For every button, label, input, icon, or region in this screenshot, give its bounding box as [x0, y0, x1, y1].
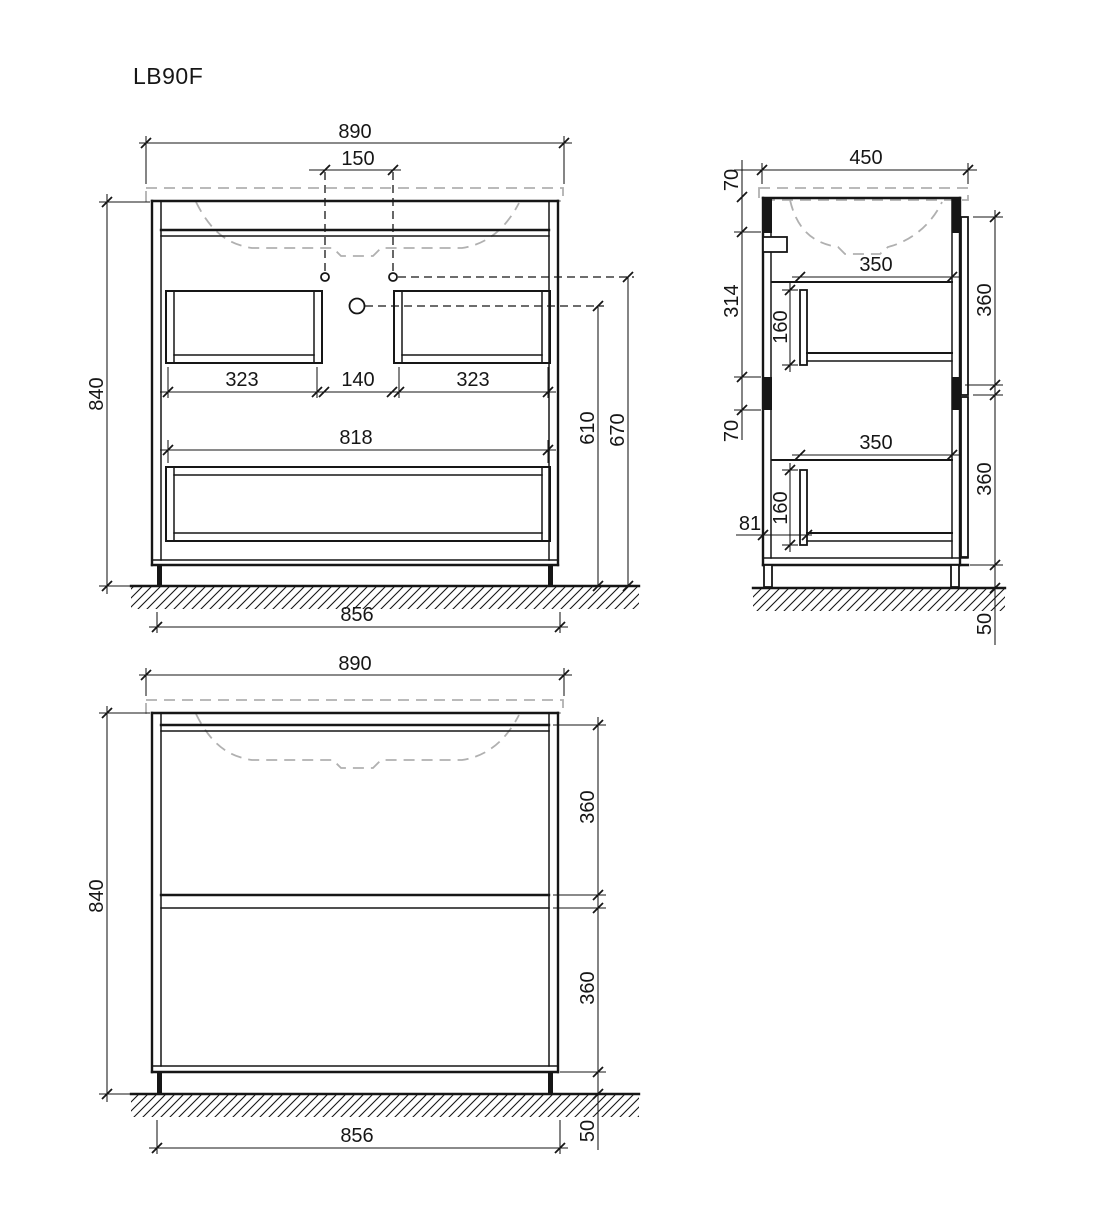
- dim-label-closed-lower-front-height: 360: [577, 971, 599, 1005]
- dim-label-front-height: 840: [86, 377, 108, 411]
- dim-label-lower-front-height: 360: [974, 462, 996, 496]
- ground-line-side: [753, 588, 1005, 611]
- dim-label-depth-total: 450: [849, 147, 883, 169]
- mount-bracket-mid-front: [952, 377, 960, 410]
- dim-label-bracket-gap: 314: [721, 284, 743, 318]
- upper-drawer-front-panel: [961, 217, 968, 395]
- dim-label-front-total-width: 890: [338, 121, 372, 143]
- dim-label-front-body-width: 856: [340, 604, 374, 626]
- dim-label-drawer-right-width: 323: [456, 369, 490, 391]
- side-back-leg: [764, 565, 772, 587]
- drain-hole-marker: [350, 299, 365, 314]
- dim-label-faucet-height: 670: [607, 413, 629, 447]
- dim-label-center-gap: 140: [341, 369, 375, 391]
- dim-label-faucet-spacing: 150: [341, 148, 375, 170]
- dim-label-closed-upper-front-height: 360: [577, 790, 599, 824]
- dim-label-bracket-mid-height: 70: [721, 419, 743, 443]
- wall-fixing-block: [763, 237, 787, 252]
- faucet-hole-marker: [389, 273, 397, 281]
- dim-label-inner-width: 818: [339, 427, 373, 449]
- dim-label-side-leg-height: 50: [974, 612, 996, 636]
- right-leg: [548, 565, 553, 586]
- dim-label-outlet-height: 610: [577, 411, 599, 445]
- mount-bracket-top-front: [952, 198, 960, 233]
- dim-label-lower-drawer-height: 160: [770, 491, 792, 525]
- model-title: LB90F: [133, 63, 204, 89]
- dim-label-closed-height: 840: [86, 879, 108, 913]
- mount-bracket-top-back: [764, 198, 772, 233]
- side-front-leg: [951, 565, 959, 587]
- lower-drawer-front-panel: [961, 397, 968, 557]
- dim-label-upper-drawer-height: 160: [770, 310, 792, 344]
- ground-line-closed: [131, 1094, 639, 1117]
- left-leg-closed: [157, 1072, 162, 1094]
- dim-label-drawer-left-width: 323: [225, 369, 259, 391]
- left-leg: [157, 565, 162, 586]
- dim-label-upper-front-height: 360: [974, 283, 996, 317]
- dim-label-upper-drawer-depth: 350: [859, 254, 893, 276]
- dim-label-lower-drawer-depth: 350: [859, 432, 893, 454]
- ground-line-front: [131, 586, 639, 609]
- dim-label-drawer-back-offset: 81: [738, 513, 762, 535]
- right-leg-closed: [548, 1072, 553, 1094]
- faucet-hole-marker: [321, 273, 329, 281]
- mount-bracket-mid-back: [764, 377, 772, 410]
- dim-label-closed-body-width: 856: [340, 1125, 374, 1147]
- dim-label-bracket-top-height: 70: [721, 168, 743, 192]
- dim-label-closed-leg-height: 50: [577, 1119, 599, 1143]
- dim-label-closed-total-width: 890: [338, 653, 372, 675]
